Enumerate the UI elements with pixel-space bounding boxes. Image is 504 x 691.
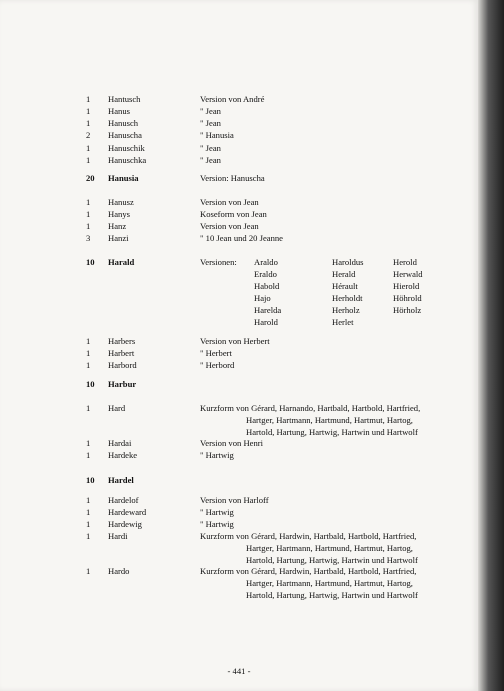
entry-count: 1 [86, 438, 91, 448]
continuation-line: Hartold, Hartung, Hartwig, Hartwin und Hartwolf [246, 590, 418, 600]
continuation-line: Hartold, Hartung, Hartwig, Hartwin und Hartwolf [246, 427, 418, 437]
entry-count: 1 [86, 209, 91, 219]
version-name: Herholz [332, 305, 360, 315]
page-number: - 441 - [227, 666, 251, 676]
page-edge [478, 0, 504, 691]
entry-name: Hantusch [108, 94, 141, 104]
entry-count: 10 [86, 475, 95, 485]
entry-count: 1 [86, 403, 91, 413]
entry-name: Hardai [108, 438, 132, 448]
entry-count: 1 [86, 531, 91, 541]
entry-name: Hanzi [108, 233, 129, 243]
entry-name: Harbers [108, 336, 136, 346]
version-name: Eraldo [254, 269, 277, 279]
entry-name: Hanz [108, 221, 127, 231]
version-name: Herholdt [332, 293, 363, 303]
version-name: Haroldus [332, 257, 364, 267]
entry-name: Harbert [108, 348, 135, 358]
entry-count: 2 [86, 130, 91, 140]
entry-text: " Jean [200, 155, 221, 165]
entry-count: 1 [86, 348, 91, 358]
entry-name: Hardelof [108, 495, 139, 505]
entry-count: 1 [86, 221, 91, 231]
version-name: Herold [393, 257, 417, 267]
version-name: Hörholz [393, 305, 422, 315]
entry-text: Koseform von Jean [200, 209, 267, 219]
entry-name: Hanuscha [108, 130, 142, 140]
entry-count: 10 [86, 257, 95, 267]
version-name: Hérault [332, 281, 358, 291]
entry-name: Hanys [108, 209, 130, 219]
entry-name: Hardo [108, 566, 130, 576]
entry-text: Version von Herbert [200, 336, 270, 346]
entry-text: Version von Harloff [200, 495, 269, 505]
entry-text: " Jean [200, 118, 221, 128]
entry-count: 1 [86, 336, 91, 346]
entry-count: 1 [86, 94, 91, 104]
entry-count: 1 [86, 519, 91, 529]
continuation-line: Hartger, Hartmann, Hartmund, Hartmut, Hartog, [246, 578, 413, 588]
entry-text: " Herbert [200, 348, 232, 358]
entry-text: Kurzform von Gérard, Hardwin, Hartbald, Hartbold, Hartfried, [200, 566, 417, 576]
entry-text: " Jean [200, 143, 221, 153]
entry-text: Version: Hanuscha [200, 173, 265, 183]
version-name: Herald [332, 269, 356, 279]
version-name: Höhrold [393, 293, 422, 303]
version-name: Harelda [254, 305, 282, 315]
entry-count: 1 [86, 566, 91, 576]
version-name: Herlet [332, 317, 354, 327]
continuation-line: Hartger, Hartmann, Hartmund, Hartmut, Hartog, [246, 543, 413, 553]
entry-text: " Herbord [200, 360, 235, 370]
entry-name: Hanusz [108, 197, 134, 207]
entry-text: Kurzform von Gérard, Harnando, Hartbald, Hartbold, Hartfried, [200, 403, 421, 413]
version-name: Hierold [393, 281, 420, 291]
entry-name: Hardewig [108, 519, 142, 529]
version-name: Habold [254, 281, 280, 291]
entry-count: 1 [86, 106, 91, 116]
entry-count: 1 [86, 143, 91, 153]
entry-text: Version von Jean [200, 197, 259, 207]
entry-name: Hanus [108, 106, 130, 116]
entry-name: Hard [108, 403, 126, 413]
entry-text: " Hartwig [200, 450, 234, 460]
entry-text: " Hanusia [200, 130, 234, 140]
entry-count: 3 [86, 233, 91, 243]
entry-text: Version von André [200, 94, 265, 104]
entry-text: " 10 Jean und 20 Jeanne [200, 233, 283, 243]
entry-count: 10 [86, 379, 95, 389]
entry-text: " Hartwig [200, 507, 234, 517]
entry-count: 1 [86, 118, 91, 128]
entry-text: Versionen: [200, 257, 237, 267]
entry-text: Version von Henri [200, 438, 264, 448]
entry-count: 1 [86, 507, 91, 517]
entry-count: 1 [86, 495, 91, 505]
version-name: Herwald [393, 269, 423, 279]
entry-name: Harbur [108, 379, 137, 389]
entry-count: 1 [86, 155, 91, 165]
continuation-line: Hartger, Hartmann, Hartmund, Hartmut, Hartog, [246, 415, 413, 425]
entry-name: Hanusia [108, 173, 139, 183]
entry-name: Hardeward [108, 507, 147, 517]
version-name: Hajo [254, 293, 271, 303]
entry-text: Version von Jean [200, 221, 259, 231]
entry-count: 1 [86, 450, 91, 460]
entry-name: Hardel [108, 475, 134, 485]
version-name: Araldo [254, 257, 278, 267]
continuation-line: Hartold, Hartung, Hartwig, Hartwin und Hartwolf [246, 555, 418, 565]
entry-text: " Jean [200, 106, 221, 116]
entry-name: Harald [108, 257, 135, 267]
entry-text: " Hartwig [200, 519, 234, 529]
entry-count: 1 [86, 360, 91, 370]
entry-count: 1 [86, 197, 91, 207]
entry-name: Hanuschka [108, 155, 147, 165]
entry-name: Hanusch [108, 118, 139, 128]
version-name: Harold [254, 317, 278, 327]
entry-name: Hardeke [108, 450, 138, 460]
entry-name: Harbord [108, 360, 137, 370]
entry-name: Hanuschik [108, 143, 145, 153]
entry-text: Kurzform von Gérard, Hardwin, Hartbald, Hartbold, Hartfried, [200, 531, 417, 541]
entry-name: Hardi [108, 531, 128, 541]
entry-count: 20 [86, 173, 95, 183]
